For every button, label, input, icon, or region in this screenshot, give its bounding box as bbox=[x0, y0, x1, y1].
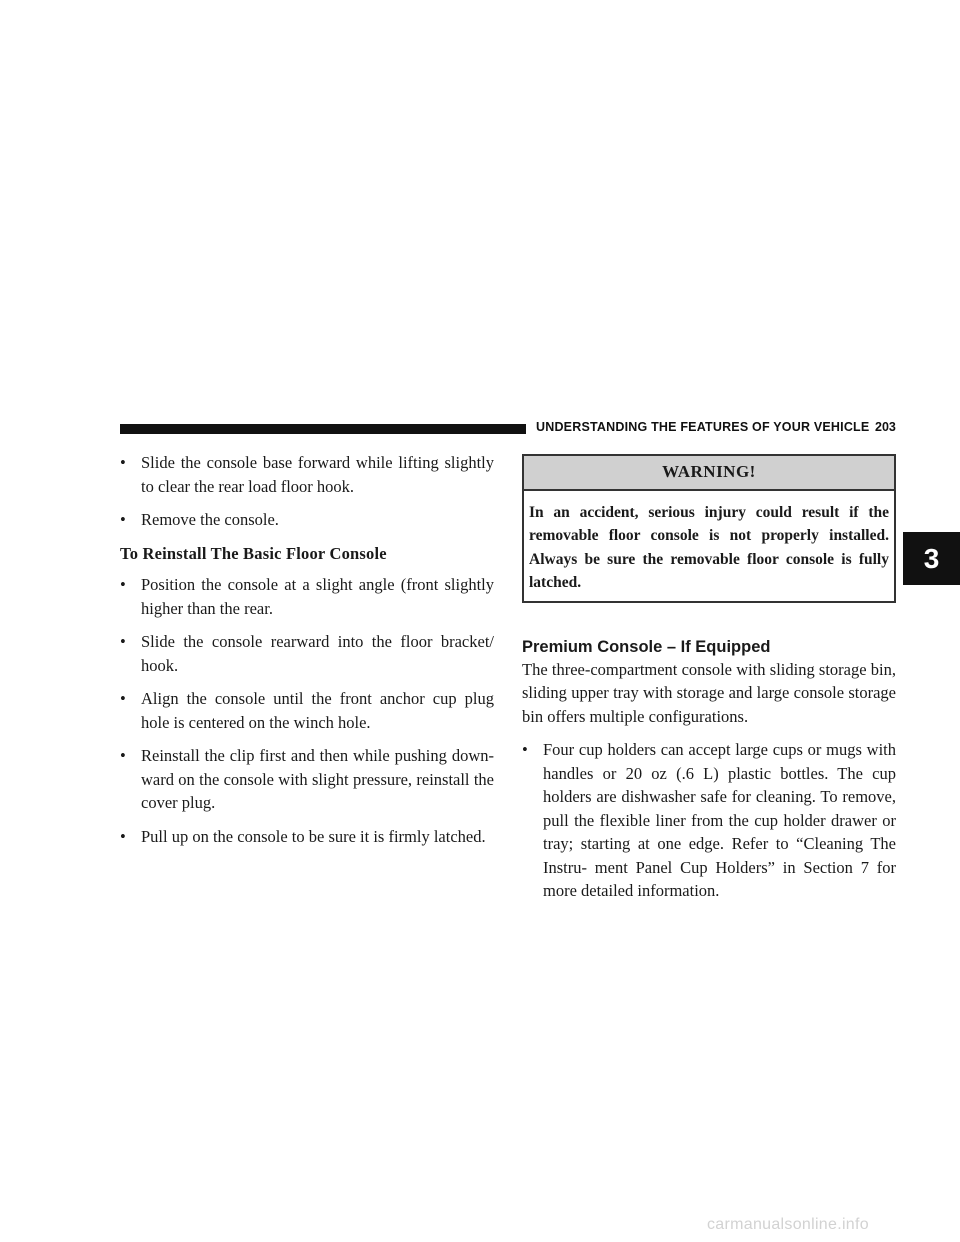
list-item bbox=[120, 825, 494, 849]
warning-box bbox=[522, 454, 896, 603]
running-header: UNDERSTANDING THE FEATURES OF YOUR VEHICLE bbox=[536, 420, 870, 434]
list-item-text: Remove the console. bbox=[141, 510, 279, 529]
right-column bbox=[522, 454, 896, 913]
bullet-marker: • bbox=[120, 575, 126, 594]
bullet-list bbox=[120, 573, 494, 848]
bullet-list bbox=[522, 738, 896, 903]
warning-title: WARNING! bbox=[524, 456, 894, 491]
list-item bbox=[120, 451, 494, 498]
left-column bbox=[120, 451, 494, 858]
list-item-text: Slide the console base forward while lifting slightly to clear the rear load floor hook. bbox=[141, 453, 494, 496]
header-rule bbox=[120, 424, 526, 434]
page-number: 203 bbox=[875, 420, 896, 434]
list-item bbox=[120, 573, 494, 620]
bullet-marker: • bbox=[120, 453, 126, 472]
bullet-marker: • bbox=[522, 740, 528, 759]
warning-text: In an accident, serious injury could result if the removable floor console is not properly installed. Always be sure the removable floor console is fully latched. bbox=[529, 503, 889, 591]
list-item-text: Slide the console rearward into the floor bracket/ hook. bbox=[141, 632, 494, 675]
paragraph: The three-compartment console with sliding storage bin, sliding upper tray with storage and large console storage bin offers multiple configurations. bbox=[522, 659, 896, 726]
list-item bbox=[120, 508, 494, 532]
list-item-text: Align the console until the front anchor cup plug hole is centered on the winch hole. bbox=[141, 689, 494, 732]
chapter-tab[interactable]: 3 bbox=[903, 532, 960, 585]
section-heading-premium-console: Premium Console – If Equipped bbox=[522, 637, 771, 656]
bullet-list bbox=[120, 451, 494, 532]
bullet-marker: • bbox=[120, 510, 126, 529]
list-item-text: Pull up on the console to be sure it is firmly latched. bbox=[141, 826, 486, 846]
bullet-marker: • bbox=[120, 632, 126, 651]
bullet-marker: • bbox=[120, 826, 126, 846]
list-item bbox=[120, 687, 494, 734]
list-item-text: Reinstall the clip first and then while pushing down- ward on the console with slight pressure, reinstall the cover plug. bbox=[141, 746, 494, 812]
list-item bbox=[120, 744, 494, 815]
subheading-reinstall: To Reinstall The Basic Floor Console bbox=[120, 543, 387, 563]
bullet-marker: • bbox=[120, 689, 126, 708]
list-item bbox=[522, 738, 896, 903]
watermark: carmanualsonline.info bbox=[707, 1216, 869, 1233]
list-item bbox=[120, 630, 494, 677]
bullet-marker: • bbox=[120, 746, 126, 765]
list-item-text: Position the console at a slight angle (front slightly higher than the rear. bbox=[141, 575, 494, 618]
list-item-text: Four cup holders can accept large cups or mugs with handles or 20 oz (.6 L) plastic bottles. The cup holders are dishwasher safe for cleaning. To remove, pull the flexible liner from the cup holder drawer or tray; starting at one edge. Refer to “Cleaning The Instru- ment Panel Cup Holders” in Section 7 for more detailed information. bbox=[543, 740, 896, 900]
